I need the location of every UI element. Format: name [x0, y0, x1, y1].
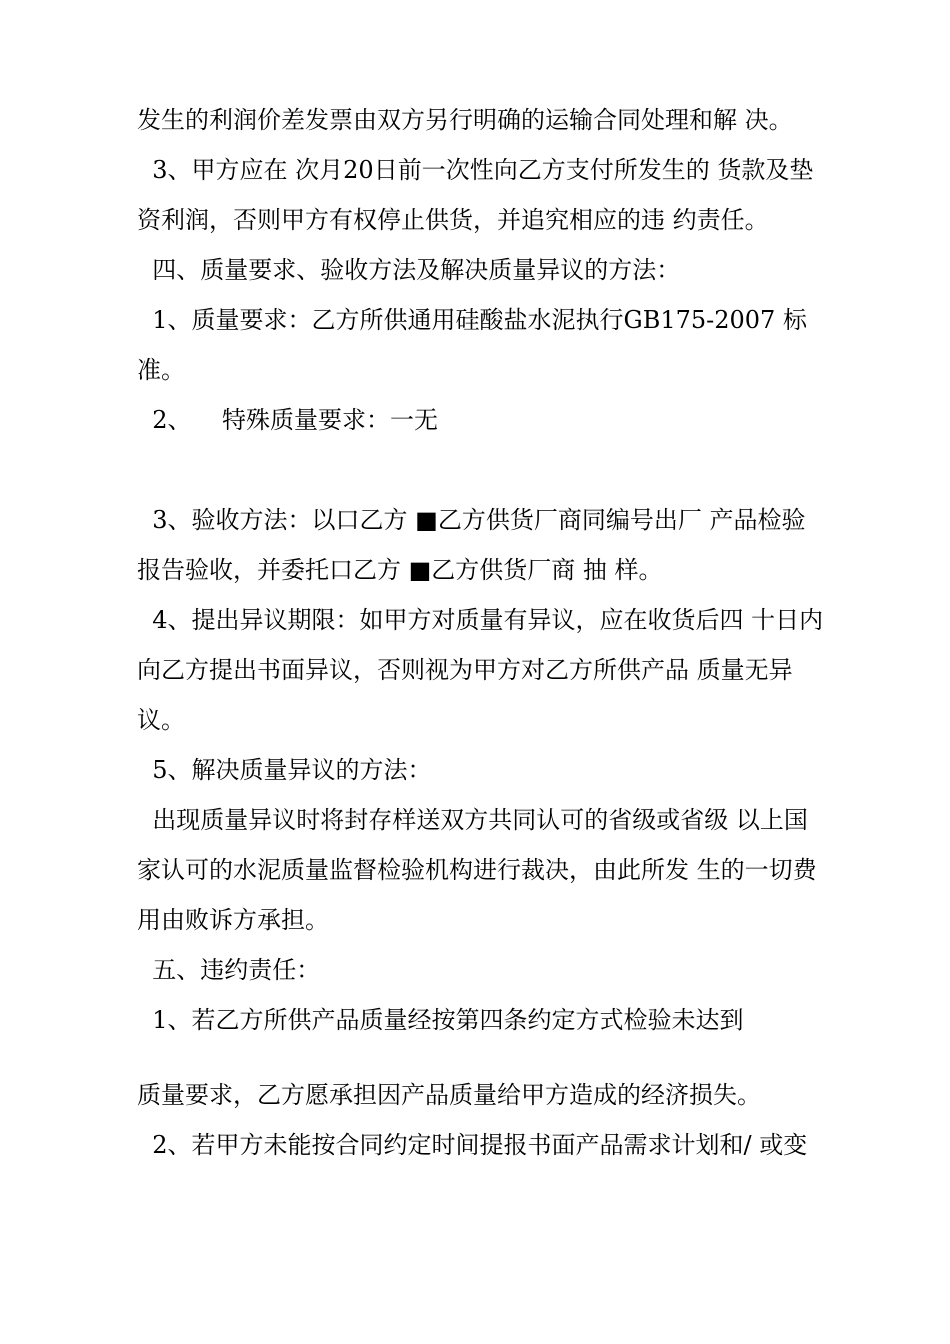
text-line: 质量要求，乙方愿承担因产品质量给甲方造成的经济损失。	[137, 1081, 761, 1109]
text-line: 报告验收，并委托口乙方 ■乙方供货厂商 抽 样。	[137, 556, 663, 584]
text-line: 2、若甲方未能按合同约定时间提报书面产品需求计划和/ 或变	[137, 1131, 808, 1159]
section-heading: 四、质量要求、验收方法及解决质量异议的方法：	[137, 256, 681, 284]
text-line: 准。	[137, 356, 185, 384]
text-line: 出现质量异议时将封存样送双方共同认可的省级或省级 以上国	[137, 806, 808, 834]
text-line: 3、甲方应在 次月20日前一次性向乙方支付所发生的 货款及垫	[137, 156, 814, 184]
section-heading: 五、违约责任：	[137, 956, 321, 984]
text-line: 向乙方提出书面异议，否则视为甲方对乙方所供产品 质量无异	[137, 656, 793, 684]
text-line: 议。	[137, 706, 185, 734]
text-line: 2、 特殊质量要求：一无	[137, 406, 439, 434]
text-line: 资利润，否则甲方有权停止供货，并追究相应的违 约责任。	[137, 206, 769, 234]
text-line: 5、解决质量异议的方法：	[137, 756, 432, 784]
text-line: 用由败诉方承担。	[137, 906, 329, 934]
text-line: 家认可的水泥质量监督检验机构进行裁决，由此所发 生的一切费	[137, 856, 817, 884]
text-line: 1、若乙方所供产品质量经按第四条约定方式检验未达到	[137, 1006, 744, 1034]
text-line: 1、质量要求：乙方所供通用硅酸盐水泥执行GB175-2007 标	[137, 306, 807, 334]
text-line: 4、提出异议期限：如甲方对质量有异议，应在收货后四 十日内	[137, 606, 824, 634]
text-line: 发生的利润价差发票由双方另行明确的运输合同处理和解 决。	[137, 106, 793, 134]
text-line: 3、验收方法：以口乙方 ■乙方供货厂商同编号出厂 产品检验	[137, 506, 806, 534]
